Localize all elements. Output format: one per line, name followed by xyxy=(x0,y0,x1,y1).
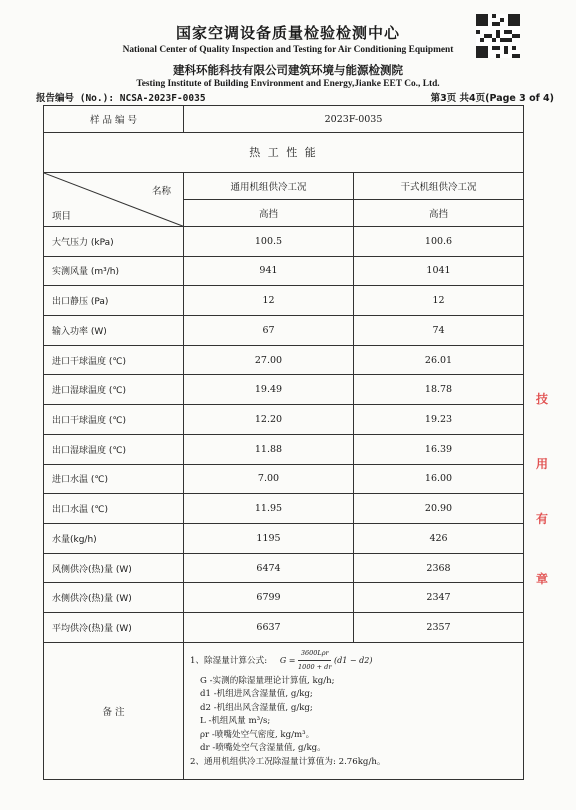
center-title-en: National Center of Quality Inspection and Testing for Air Conditioning Equipment xyxy=(122,45,454,55)
row-label: 进口水温 (℃) xyxy=(44,464,184,494)
value-col2: 426 xyxy=(354,523,524,553)
value-col1: 27.00 xyxy=(184,345,354,375)
value-col2: 74 xyxy=(354,316,524,346)
value-col1: 6474 xyxy=(184,553,354,583)
seal-fragment-2: 用 xyxy=(536,457,549,471)
value-col1: 12 xyxy=(184,286,354,316)
value-col2: 2368 xyxy=(354,553,524,583)
value-col2: 2357 xyxy=(354,613,524,643)
row-label: 大气压力 (kPa) xyxy=(44,226,184,256)
table-row xyxy=(44,613,524,643)
notes-content xyxy=(184,642,524,779)
value-col1: 100.5 xyxy=(184,226,354,256)
table-row xyxy=(44,256,524,286)
table-row xyxy=(44,583,524,613)
org-title-cn: 建科环能科技有限公司建筑环境与能源检测院 xyxy=(173,63,403,77)
value-col1: 6799 xyxy=(184,583,354,613)
row-label: 出口干球温度 (℃) xyxy=(44,405,184,435)
value-col2: 16.39 xyxy=(354,434,524,464)
value-col2: 2347 xyxy=(354,583,524,613)
note-line-8: 2、通用机组供冷工况除湿量计算值为: 2.76kg/h。 xyxy=(190,756,386,767)
thermal-performance-table xyxy=(43,105,524,780)
value-col2: 19.23 xyxy=(354,405,524,435)
gear-2: 高挡 xyxy=(354,199,524,226)
report-number: 报告编号 (No.): NCSA-2023F-0035 xyxy=(36,93,206,104)
row-label: 水侧供冷(热)量 (W) xyxy=(44,583,184,613)
sample-label: 样 品 编 号 xyxy=(44,106,184,133)
value-col1: 11.95 xyxy=(184,494,354,524)
row-label: 出口水温 (℃) xyxy=(44,494,184,524)
note-line-7: dr -喷嘴处空气含湿量值, g/kg。 xyxy=(200,743,326,754)
table-row xyxy=(44,553,524,583)
row-label: 水量(kg/h) xyxy=(44,523,184,553)
row-label: 进口湿球温度 (℃) xyxy=(44,375,184,405)
value-col2: 18.78 xyxy=(354,375,524,405)
data-rows xyxy=(44,226,524,642)
value-col1: 12.20 xyxy=(184,405,354,435)
seal-fragment-3: 有 xyxy=(536,512,549,526)
value-col2: 12 xyxy=(354,286,524,316)
page-indicator: 第3页 共4页(Page 3 of 4) xyxy=(430,93,554,104)
note-line-4: d2 -机组出风含湿量值, g/kg; xyxy=(200,702,313,713)
row-label: 输入功率 (W) xyxy=(44,316,184,346)
org-title-en: Testing Institute of Building Environment and Energy,Jianke EET Co., Ltd. xyxy=(136,79,440,89)
notes-row xyxy=(44,642,524,779)
note-line-2: G -实测的除湿量理论计算值, kg/h; xyxy=(200,675,335,686)
value-col2: 100.6 xyxy=(354,226,524,256)
qr-code-icon xyxy=(476,14,520,58)
row-label: 出口静压 (Pa) xyxy=(44,286,184,316)
value-col1: 941 xyxy=(184,256,354,286)
header-row xyxy=(44,172,524,199)
column-header-1: 通用机组供冷工况 xyxy=(184,172,354,199)
note-line-5: L -机组风量 m³/s; xyxy=(200,716,271,727)
table-row xyxy=(44,316,524,346)
section-row xyxy=(44,133,524,173)
table-row xyxy=(44,434,524,464)
note-line-6: ρr -喷嘴处空气密度, kg/m³。 xyxy=(200,729,315,740)
gear-1: 高挡 xyxy=(184,199,354,226)
column-header-2: 干式机组供冷工况 xyxy=(354,172,524,199)
notes-label: 备 注 xyxy=(44,642,184,779)
table-row xyxy=(44,405,524,435)
value-col1: 11.88 xyxy=(184,434,354,464)
note-line-3: d1 -机组进风含湿量值, g/kg; xyxy=(200,689,313,700)
row-label: 实测风量 (m³/h) xyxy=(44,256,184,286)
value-col2: 20.90 xyxy=(354,494,524,524)
center-title-cn: 国家空调设备质量检验检测中心 xyxy=(175,24,400,42)
value-col1: 6637 xyxy=(184,613,354,643)
seal-fragment-1: 技 xyxy=(536,392,549,406)
dehumidification-formula: G = $\frac{\text{3600Lρr}}{1000 + dr}$ (d1 − d2) xyxy=(279,648,373,672)
diagonal-header-cell xyxy=(44,172,184,226)
row-label: 风侧供冷(热)量 (W) xyxy=(44,553,184,583)
value-col1: 7.00 xyxy=(184,464,354,494)
sample-row xyxy=(44,106,524,133)
name-label: 名称 xyxy=(151,185,171,197)
item-label: 项目 xyxy=(52,210,72,222)
table-row xyxy=(44,375,524,405)
row-label: 平均供冷(热)量 (W) xyxy=(44,613,184,643)
value-col1: 19.49 xyxy=(184,375,354,405)
note-line-1: 1、除湿量计算公式: xyxy=(190,655,268,666)
value-col1: 67 xyxy=(184,316,354,346)
value-col1: 1195 xyxy=(184,523,354,553)
table-row xyxy=(44,523,524,553)
table-row xyxy=(44,464,524,494)
value-col2: 1041 xyxy=(354,256,524,286)
table-row xyxy=(44,345,524,375)
value-col2: 16.00 xyxy=(354,464,524,494)
section-title: 热 工 性 能 xyxy=(44,133,524,173)
row-label: 出口湿球温度 (℃) xyxy=(44,434,184,464)
row-label: 进口干球温度 (℃) xyxy=(44,345,184,375)
table-row xyxy=(44,226,524,256)
seal-fragment-4: 章 xyxy=(536,572,549,586)
table-row xyxy=(44,494,524,524)
table-row xyxy=(44,286,524,316)
sample-value: 2023F-0035 xyxy=(184,106,524,133)
value-col2: 26.01 xyxy=(354,345,524,375)
